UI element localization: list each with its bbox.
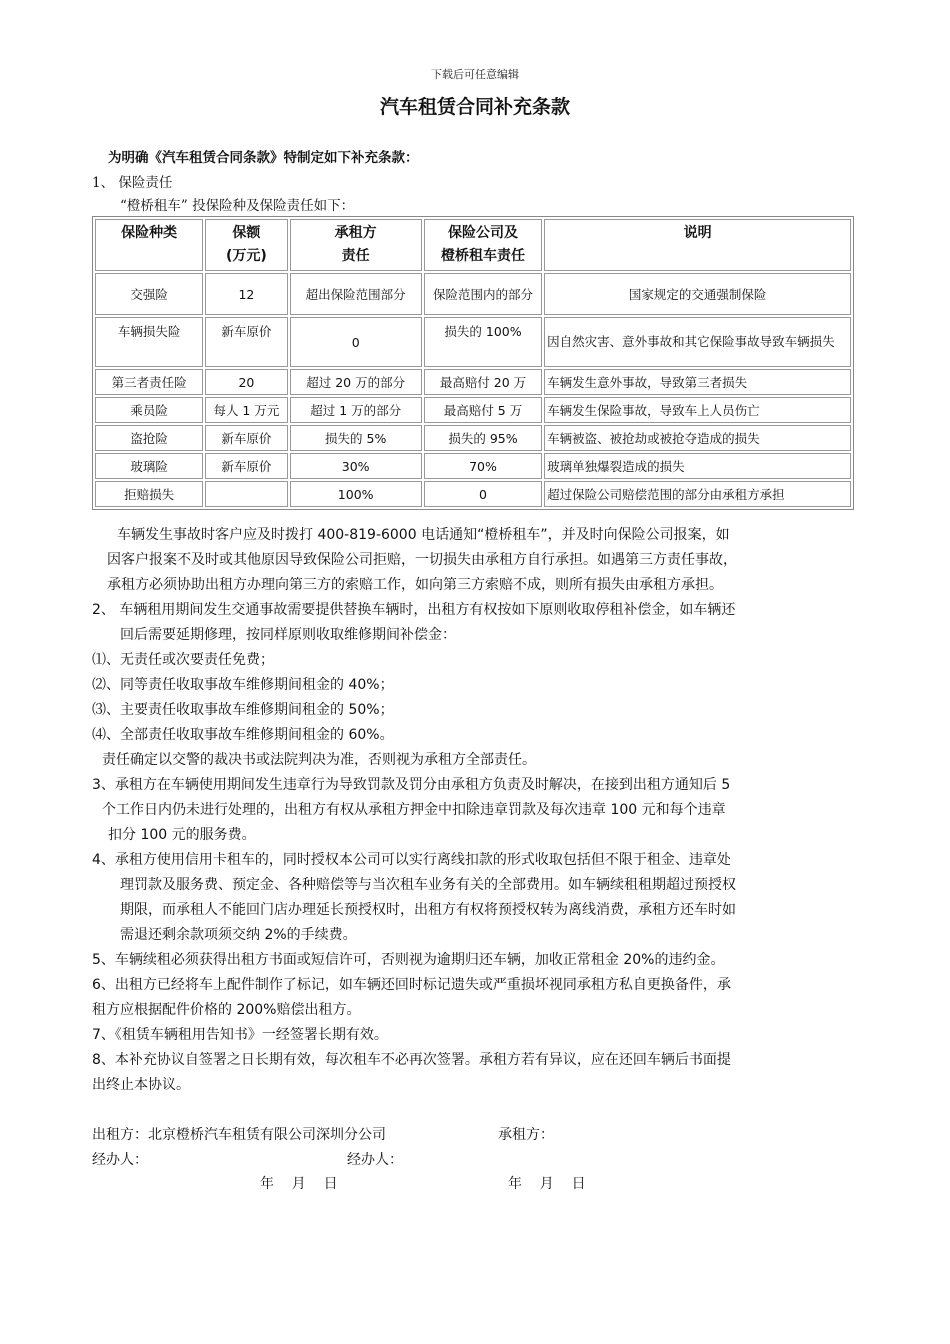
cell-desc: 超过保险公司赔偿范围的部分由承租方承担 [544,481,851,507]
cell-type: 盗抢险 [95,425,203,451]
lessee-agent: 经办人： [347,1152,403,1168]
table-header-row [95,219,851,271]
table-row [95,317,851,367]
accident-note-line3: 承租方必须协助出租方办理向第三方的索赔工作，如向第三方索赔不成，则所有损失由承租方承担。 [107,577,723,593]
header-amount: 保额 (万元) [205,219,287,271]
cell-insurer: 损失的 100% [424,317,542,367]
cell-type: 拒赔损失 [95,481,203,507]
cell-amount: 新车原价 [205,317,287,367]
table-row [95,453,851,479]
table-row [95,481,851,507]
cell-lessee: 30% [290,453,422,479]
document-title: 汽车租赁合同补充条款 [379,96,570,118]
section2-item-4: ⑷、全部责任收取事故车维修期间租金的 60%。 [92,727,394,743]
section4-line2: 理罚款及服务费、预定金、各种赔偿等与当次租车业务有关的全部费用。如车辆续租租期超过预授权 [120,877,736,893]
cell-insurer: 损失的 95% [424,425,542,451]
cell-insurer: 最高赔付 5 万 [424,397,542,423]
section4-line3: 期限，而承租人不能回门店办理延长预授权时，出租方有权将预授权转为离线消费，承租方还车时如 [120,902,736,918]
cell-type: 交强险 [95,273,203,315]
cell-lessee: 100% [290,481,422,507]
section8-line2: 出终止本协议。 [92,1077,190,1093]
lessee-date: 年 月 日 [508,1176,586,1192]
cell-amount [205,481,287,507]
intro-text: 为明确《汽车租赁合同条款》特制定如下补充条款： [108,150,419,166]
section2-line2: 回后需要延期修理，按同样原则收取维修期间补偿金： [120,627,456,643]
lessor-date: 年 月 日 [260,1176,338,1192]
cell-insurer: 最高赔付 20 万 [424,369,542,395]
cell-amount: 新车原价 [205,425,287,451]
cell-lessee: 0 [290,317,422,367]
cell-desc: 玻璃单独爆裂造成的损失 [544,453,851,479]
accident-note-line2: 因客户报案不及时或其他原因导致保险公司拒赔，一切损失由承租方自行承担。如遇第三方责任事故， [107,552,737,568]
table-row [95,425,851,451]
cell-amount: 12 [205,273,287,315]
section2-note: 责任确定以交警的裁决书或法院判决为准，否则视为承租方全部责任。 [102,752,536,768]
insurance-table [92,216,854,510]
cell-lessee: 超过 20 万的部分 [290,369,422,395]
header-note: 下载后可任意编辑 [431,68,519,81]
cell-lessee: 超出保险范围部分 [290,273,422,315]
section4-line4: 需退还剩余款项须交纳 2%的手续费。 [120,927,357,943]
cell-amount: 新车原价 [205,453,287,479]
section1-subheading: “橙桥租车” 投保险种及保险责任如下： [120,198,355,214]
lessor-agent: 经办人： [92,1152,148,1168]
cell-desc: 车辆被盗、被抢劫或被抢夺造成的损失 [544,425,851,451]
cell-lessee: 损失的 5% [290,425,422,451]
section3-line2: 个工作日内仍未进行处理的，出租方有权从承租方押金中扣除违章罚款及每次违章 100 元和每个违章 [102,802,726,818]
header-insurer: 保险公司及 橙桥租车责任 [424,219,542,271]
cell-desc: 车辆发生意外事故，导致第三者损失 [544,369,851,395]
section5: 5、车辆续租必须获得出租方书面或短信许可，否则视为逾期归还车辆，加收正常租金 20%的违约金。 [92,952,725,968]
cell-type: 玻璃险 [95,453,203,479]
cell-desc: 车辆发生保险事故，导致车上人员伤亡 [544,397,851,423]
cell-insurer: 70% [424,453,542,479]
header-lessee: 承租方 责任 [290,219,422,271]
section2-item-3: ⑶、主要责任收取事故车维修期间租金的 50%； [92,702,394,718]
table-row [95,273,851,315]
section3-line3: 扣分 100 元的服务费。 [108,827,256,843]
header-type: 保险种类 [95,219,203,271]
cell-amount: 20 [205,369,287,395]
section1-heading: 1、 保险责任 [92,175,173,191]
section2-line1: 2、 车辆租用期间发生交通事故需要提供替换车辆时，出租方有权按如下原则收取停租补偿金，如车辆还 [92,602,736,618]
cell-lessee: 超过 1 万的部分 [290,397,422,423]
table-row [95,397,851,423]
section8-line1: 8、本补充协议自签署之日长期有效，每次租车不必再次签署。承租方若有异议，应在还回车辆后书面提 [92,1052,731,1068]
cell-desc: 因自然灾害、意外事故和其它保险事故导致车辆损失 [544,317,851,367]
section7: 7、《租赁车辆租用告知书》一经签署长期有效。 [92,1027,388,1043]
cell-amount: 每人 1 万元 [205,397,287,423]
table-row [95,369,851,395]
cell-insurer: 0 [424,481,542,507]
lessee-signature: 承租方： [498,1127,554,1143]
lessor-signature: 出租方：北京橙桥汽车租赁有限公司深圳分公司 [92,1127,386,1143]
cell-type: 乘员险 [95,397,203,423]
section6-line1: 6、出租方已经将车上配件制作了标记，如车辆还回时标记遗失或严重损坏视同承租方私自更换备件，承 [92,977,731,993]
section2-item-2: ⑵、同等责任收取事故车维修期间租金的 40%； [92,677,394,693]
cell-desc: 国家规定的交通强制保险 [544,273,851,315]
section4-line1: 4、承租方使用信用卡租车的，同时授权本公司可以实行离线扣款的形式收取包括但不限于租金、违章处 [92,852,731,868]
header-desc: 说明 [544,219,851,271]
section3-line1: 3、承租方在车辆使用期间发生违章行为导致罚款及罚分由承租方负责及时解决，在接到出租方通知后 5 [92,777,731,793]
section6-line2: 租方应根据配件价格的 200%赔偿出租方。 [92,1002,361,1018]
accident-note-line1: 车辆发生事故时客户应及时拨打 400-819-6000 电话通知“橙桥租车”，并及时向保险公司报案，如 [117,527,730,543]
cell-type: 第三者责任险 [95,369,203,395]
cell-insurer: 保险范围内的部分 [424,273,542,315]
section2-item-1: ⑴、无责任或次要责任免费； [92,652,274,668]
cell-type: 车辆损失险 [95,317,203,367]
